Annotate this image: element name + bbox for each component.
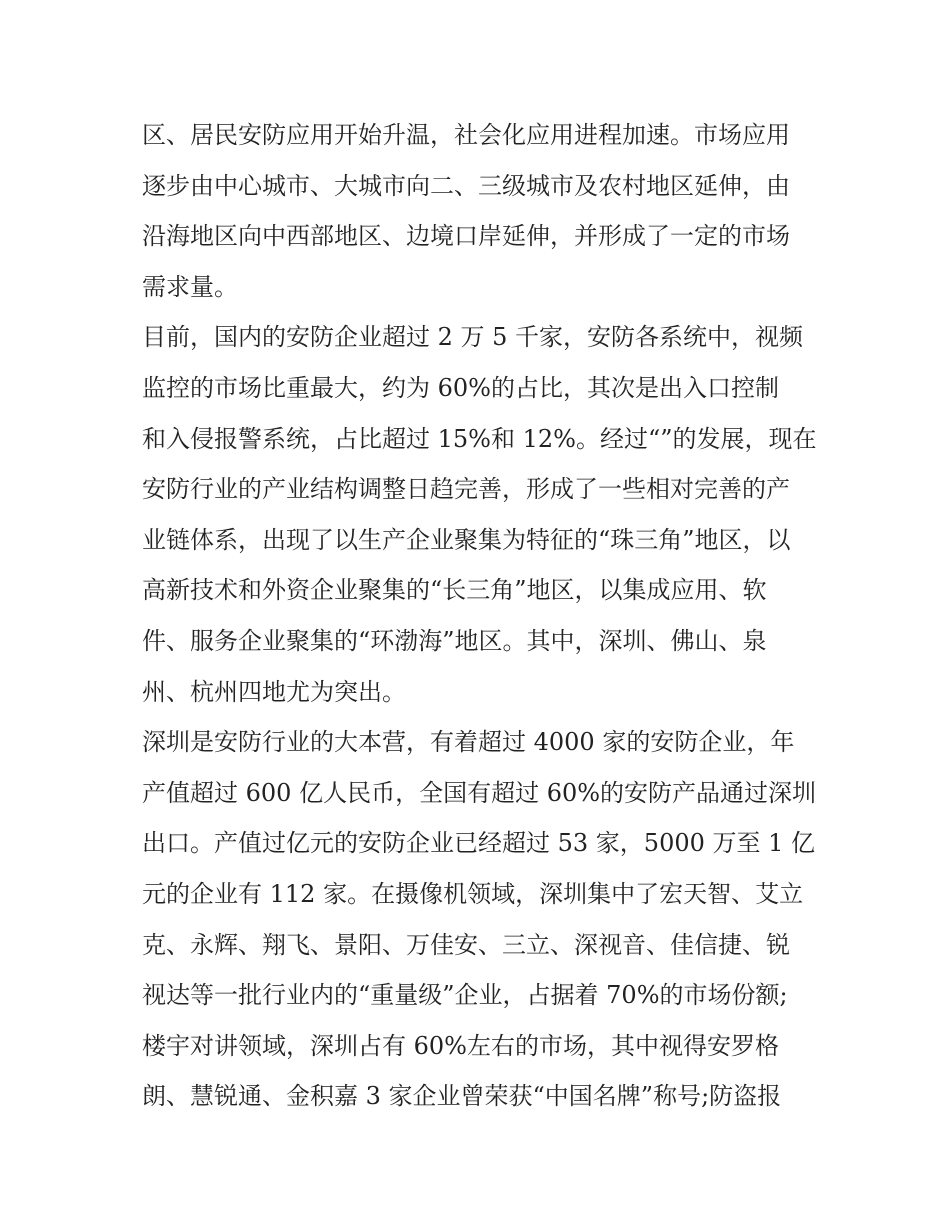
text-line: 逐步由中心城市、大城市向二、三级城市及农村地区延伸，由	[142, 171, 790, 200]
text-line: 克、永辉、翔飞、景阳、万佳安、三立、深视音、佳信捷、锐	[142, 930, 790, 959]
text-line: 件、服务企业聚集的“环渤海”地区。其中，深圳、佛山、泉	[142, 626, 767, 655]
text-line: 监控的市场比重最大，约为 60%的占比，其次是出入口控制	[142, 373, 779, 402]
text-line: 区、居民安防应用开始升温，社会化应用进程加速。市场应用	[142, 121, 790, 149]
text-line: 沿海地区向中西部地区、边境口岸延伸，并形成了一定的市场	[142, 222, 790, 251]
text-line: 产值超过 600 亿人民币，全国有超过 60%的安防产品通过深圳	[142, 778, 817, 807]
text-line: 州、杭州四地尤为突出。	[142, 677, 406, 706]
text-line: 需求量。	[142, 272, 238, 301]
text-line: 楼宇对讲领域，深圳占有 60%左右的市场，其中视得安罗格	[142, 1031, 779, 1060]
text-line: 安防行业的产业结构调整日趋完善，形成了一些相对完善的产	[142, 475, 790, 504]
text-line: 元的企业有 112 家。在摄像机领域，深圳集中了宏天智、艾立	[142, 879, 804, 908]
text-line: 高新技术和外资企业聚集的“长三角”地区，以集成应用、软	[142, 576, 767, 605]
text-line: 和入侵报警系统，占比超过 15%和 12%。经过“”的发展，现在	[142, 424, 817, 453]
body-text	[142, 110, 822, 1122]
text-line: 业链体系，出现了以生产企业聚集为特征的“珠三角”地区，以	[142, 525, 791, 554]
text-line: 朗、慧锐通、金积嘉 3 家企业曾荣获“中国名牌”称号;防盗报	[142, 1082, 782, 1111]
text-line: 深圳是安防行业的大本营，有着超过 4000 家的安防企业，年	[142, 728, 795, 757]
text-line: 视达等一批行业内的“重量级”企业，占据着 70%的市场份额;	[142, 981, 788, 1010]
text-line: 目前，国内的安防企业超过 2 万 5 千家，安防各系统中，视频	[142, 323, 804, 352]
text-line: 出口。产值过亿元的安防企业已经超过 53 家，5000 万至 1 亿	[142, 829, 816, 858]
